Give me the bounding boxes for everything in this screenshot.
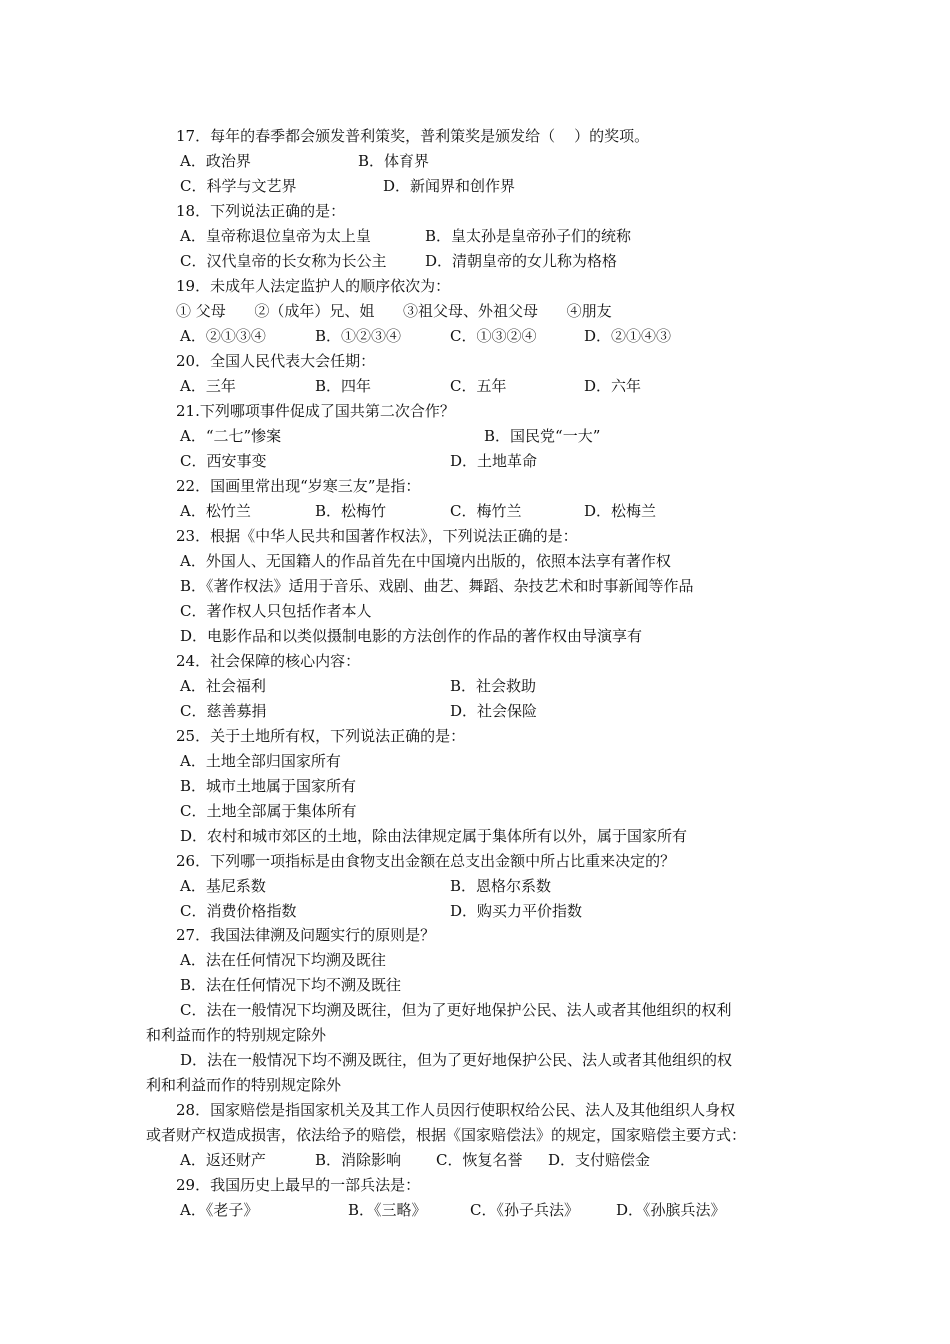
question-24-option-c: C．慈善募捐: [180, 702, 267, 720]
question-28-option-a: A．返还财产: [180, 1151, 266, 1169]
question-23-stem: 23．根据《中华人民共和国著作权法》，下列说法正确的是：: [176, 527, 578, 545]
question-17-option-c: C．科学与文艺界: [180, 177, 297, 195]
question-19-items: ① 父母 ②（成年）兄、姐 ③祖父母、外祖父母 ④朋友: [176, 302, 612, 320]
question-24-option-a: A．社会福利: [180, 677, 266, 695]
question-18-option-c: C．汉代皇帝的长女称为长公主: [180, 252, 387, 270]
question-23-option-d: D．电影作品和以类似摄制电影的方法创作的作品的著作权由导演享有: [180, 627, 643, 645]
question-28-option-d: D．支付赔偿金: [548, 1151, 651, 1169]
question-20-stem: 20．全国人民代表大会任期：: [176, 352, 376, 370]
question-25-option-c: C．土地全部属于集体所有: [180, 802, 357, 820]
question-25-option-b: B．城市土地属于国家所有: [180, 777, 357, 795]
question-21-option-c: C．西安事变: [180, 452, 267, 470]
question-23-option-c: C．著作权人只包括作者本人: [180, 602, 372, 620]
question-23-option-b: B．《著作权法》适用于音乐、戏剧、曲艺、舞蹈、杂技艺术和时事新闻等作品: [180, 577, 694, 595]
question-18-option-d: D．清朝皇帝的女儿称为格格: [425, 252, 618, 270]
question-24-option-d: D．社会保险: [450, 702, 538, 720]
question-19-option-b: B．①②③④: [315, 327, 402, 345]
question-25-option-d: D．农村和城市郊区的土地，除由法律规定属于集体所有以外，属于国家所有: [180, 827, 688, 845]
question-18-option-b: B．皇太孙是皇帝孙子们的统称: [425, 227, 632, 245]
question-25-option-a: A．土地全部归国家所有: [180, 752, 341, 770]
question-20-option-c: C．五年: [450, 377, 507, 395]
question-21-stem: 21.下列哪项事件促成了国共第二次合作？: [176, 402, 455, 420]
question-17-option-b: B．体育界: [358, 152, 430, 170]
question-27-option-d-line1: D．法在一般情况下均不溯及既往，但为了更好地保护公民、法人或者其他组织的权: [180, 1051, 733, 1069]
question-18-option-a: A．皇帝称退位皇帝为太上皇: [180, 227, 371, 245]
question-29-stem: 29．我国历史上最早的一部兵法是：: [176, 1176, 421, 1194]
question-27-option-d-line2: 利和利益而作的特别规定除外: [146, 1076, 342, 1094]
question-26-option-a: A．基尼系数: [180, 877, 266, 895]
question-22-option-a: A．松竹兰: [180, 502, 251, 520]
question-29-option-b: B．《三略》: [348, 1201, 427, 1219]
question-20-option-a: A．三年: [180, 377, 236, 395]
question-29-option-c: C．《孙子兵法》: [470, 1201, 579, 1219]
question-27-stem: 27．我国法律溯及问题实行的原则是？: [176, 926, 436, 944]
question-19-option-c: C．①③②④: [450, 327, 537, 345]
question-28-option-c: C．恢复名誉: [436, 1151, 523, 1169]
question-21-option-d: D．土地革命: [450, 452, 538, 470]
question-27-option-c-line2: 和利益而作的特别规定除外: [146, 1026, 327, 1044]
question-24-option-b: B．社会救助: [450, 677, 537, 695]
question-27-option-a: A．法在任何情况下均溯及既往: [180, 951, 386, 969]
question-23-option-a: A．外国人、无国籍人的作品首先在中国境内出版的，依照本法享有著作权: [180, 552, 671, 570]
question-22-option-d: D．松梅兰: [584, 502, 657, 520]
question-24-stem: 24．社会保障的核心内容：: [176, 652, 361, 670]
question-26-stem: 26．下列哪一项指标是由食物支出金额在总支出金额中所占比重来决定的？: [176, 852, 676, 870]
question-21-option-a: A．“二七”惨案: [180, 427, 282, 445]
question-22-option-b: B．松梅竹: [315, 502, 387, 520]
question-21-option-b: B．国民党“一大”: [484, 427, 601, 445]
question-28-stem-line1: 28．国家赔偿是指国家机关及其工作人员因行使职权给公民、法人及其他组织人身权: [176, 1101, 736, 1119]
question-22-stem: 22．国画里常出现“岁寒三友”是指：: [176, 477, 421, 495]
question-17-stem: 17．每年的春季都会颁发普利策奖，普利策奖是颁发给（ ）的奖项。: [176, 127, 650, 145]
question-27-option-b: B．法在任何情况下均不溯及既往: [180, 976, 402, 994]
question-17-option-d: D．新闻界和创作界: [383, 177, 516, 195]
question-20-option-d: D．六年: [584, 377, 642, 395]
question-27-option-c-line1: C．法在一般情况下均溯及既往，但为了更好地保护公民、法人或者其他组织的权利: [180, 1001, 732, 1019]
question-17-option-a: A．政治界: [180, 152, 251, 170]
question-22-option-c: C．梅竹兰: [450, 502, 522, 520]
question-28-option-b: B．消除影响: [315, 1151, 402, 1169]
question-26-option-d: D．购买力平价指数: [450, 902, 583, 920]
question-19-stem: 19．未成年人法定监护人的顺序依次为：: [176, 277, 451, 295]
question-29-option-d: D．《孙膑兵法》: [616, 1201, 726, 1219]
question-18-stem: 18．下列说法正确的是：: [176, 202, 346, 220]
question-29-option-a: A．《老子》: [180, 1201, 259, 1219]
question-20-option-b: B．四年: [315, 377, 372, 395]
question-26-option-b: B．恩格尔系数: [450, 877, 552, 895]
question-19-option-a: A．②①③④: [180, 327, 266, 345]
question-26-option-c: C．消费价格指数: [180, 902, 297, 920]
question-19-option-d: D．②①④③: [584, 327, 672, 345]
question-25-stem: 25．关于土地所有权，下列说法正确的是：: [176, 727, 466, 745]
question-28-stem-line2: 或者财产权造成损害，依法给予的赔偿，根据《国家赔偿法》的规定，国家赔偿主要方式：: [146, 1126, 747, 1144]
